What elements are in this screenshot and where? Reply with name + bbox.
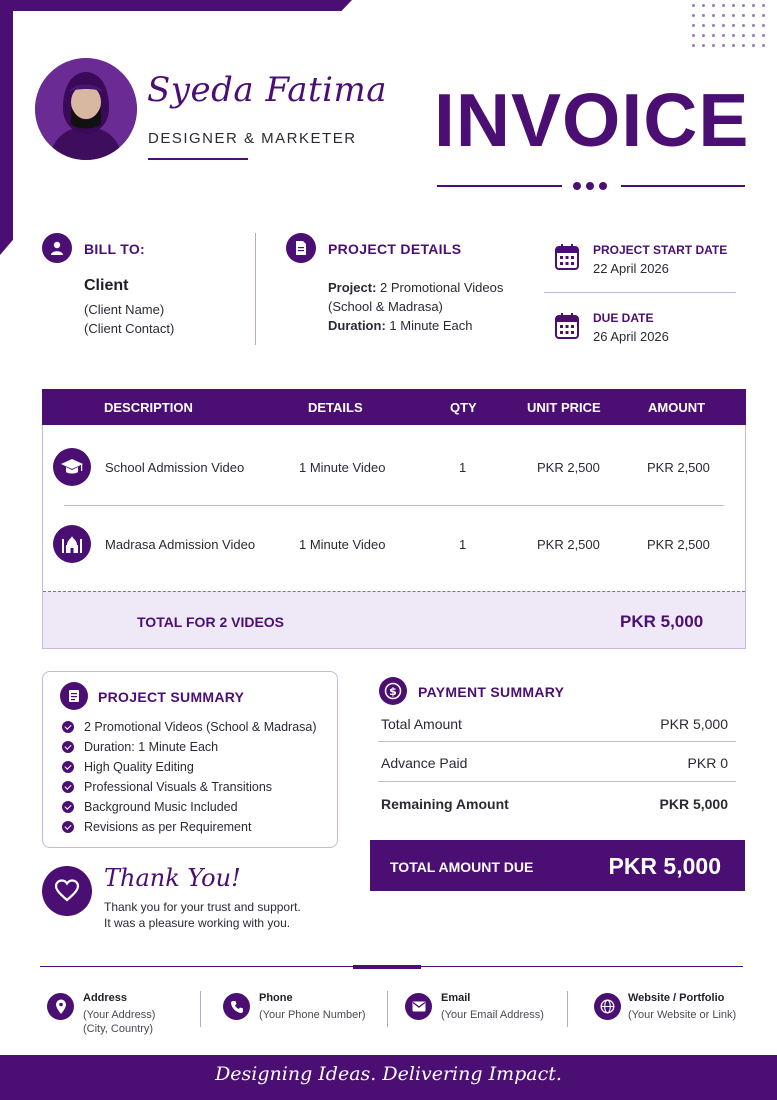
duration-value: 1 Minute Each (389, 318, 473, 333)
table-cell-amount: PKR 2,500 (647, 537, 710, 552)
footer-tagline: Designing Ideas. Delivering Impact. (215, 1063, 562, 1085)
thank-you-line-1: Thank you for your trust and support. (104, 900, 301, 914)
designer-role: DESIGNER & MARKETER (148, 130, 357, 147)
location-pin-icon (47, 993, 74, 1020)
phone-icon (223, 993, 250, 1020)
graduation-cap-icon (53, 448, 91, 486)
summary-item (62, 800, 238, 814)
dollar-coin-icon (379, 677, 407, 705)
advance-paid-label: Advance Paid (381, 755, 468, 771)
svg-text:$: $ (389, 685, 397, 698)
summary-item-text: Background Music Included (84, 800, 238, 814)
role-underline (148, 158, 248, 160)
table-header (42, 389, 746, 425)
mosque-icon (53, 525, 91, 563)
table-total-value: PKR 5,000 (620, 612, 704, 631)
website-value: (Your Website or Link) (628, 1009, 737, 1021)
client-name: (Client Name) (84, 302, 165, 317)
bill-to-heading: BILL TO: (84, 241, 145, 257)
summary-item-text: Duration: 1 Minute Each (84, 740, 219, 754)
row-divider (64, 505, 724, 506)
title-divider-dot (586, 182, 594, 190)
client-contact: (Client Contact) (84, 321, 175, 336)
title-divider-dot (599, 182, 607, 190)
user-icon (42, 233, 72, 263)
table-cell-description: School Admission Video (105, 460, 245, 475)
summary-item (62, 820, 251, 834)
email-label: Email (441, 992, 471, 1004)
total-amount-label: Total Amount (381, 716, 462, 732)
title-divider-dot (573, 182, 581, 190)
table-cell-unit-price: PKR 2,500 (537, 460, 600, 475)
address-line-1: (Your Address) (83, 1009, 156, 1021)
phone-label: Phone (259, 992, 293, 1004)
check-icon (62, 801, 74, 813)
summary-item-text: Professional Visuals & Transitions (84, 780, 273, 794)
summary-item-text: High Quality Editing (84, 760, 194, 774)
project-summary-heading: PROJECT SUMMARY (98, 689, 245, 705)
duration-line (328, 316, 473, 336)
corner-frame-top (0, 0, 352, 11)
title-divider-left (437, 185, 562, 187)
table-total-label: TOTAL FOR 2 VIDEOS (137, 614, 285, 630)
payment-divider (378, 781, 736, 782)
summary-item (62, 740, 218, 754)
designer-name: Syeda Fatima (147, 70, 388, 110)
advance-paid-value: PKR 0 (687, 755, 728, 771)
table-cell-description: Madrasa Admission Video (105, 537, 256, 552)
due-date-value: 26 April 2026 (593, 329, 669, 344)
address-label: Address (83, 992, 128, 1004)
check-icon (62, 781, 74, 793)
summary-item-text: 2 Promotional Videos (School & Madrasa) (84, 720, 317, 734)
title-divider-right (621, 185, 745, 187)
check-icon (62, 821, 74, 833)
summary-item (62, 720, 317, 734)
remaining-amount-value: PKR 5,000 (659, 796, 728, 812)
total-due-value: PKR 5,000 (608, 853, 721, 879)
invoice-title: INVOICE (434, 78, 750, 162)
email-value: (Your Email Address) (441, 1009, 544, 1021)
payment-divider (378, 741, 736, 742)
thank-you-title: Thank You! (104, 864, 241, 892)
remaining-amount-label: Remaining Amount (381, 796, 509, 812)
column-header-details: DETAILS (308, 400, 363, 415)
section-divider (255, 233, 256, 345)
due-date-label: DUE DATE (593, 311, 654, 325)
footer-divider-vertical (567, 991, 568, 1027)
project-details-heading: PROJECT DETAILS (328, 241, 462, 257)
footer-divider-accent (353, 965, 421, 969)
summary-item (62, 780, 272, 794)
project-value-2: (School & Madrasa) (328, 299, 443, 314)
avatar (35, 58, 137, 160)
dates-divider (544, 292, 736, 293)
total-due-label: TOTAL AMOUNT DUE (390, 859, 534, 875)
column-header-description: DESCRIPTION (104, 400, 193, 415)
check-icon (62, 741, 74, 753)
phone-value: (Your Phone Number) (259, 1009, 366, 1021)
table-cell-details: 1 Minute Video (299, 537, 386, 552)
document-list-icon (60, 682, 88, 710)
table-cell-details: 1 Minute Video (299, 460, 386, 475)
table-cell-qty: 1 (459, 460, 467, 475)
calendar-icon (554, 243, 580, 276)
table-cell-amount: PKR 2,500 (647, 460, 710, 475)
globe-icon (594, 993, 621, 1020)
client-label: Client (84, 277, 129, 294)
summary-item (62, 760, 194, 774)
address-line-2: (City, Country) (83, 1023, 154, 1035)
document-icon (286, 233, 316, 263)
column-header-amount: AMOUNT (648, 400, 706, 415)
calendar-icon (554, 312, 580, 345)
column-header-qty: QTY (450, 400, 477, 415)
envelope-icon (405, 993, 432, 1020)
table-cell-qty: 1 (459, 537, 467, 552)
check-icon (62, 761, 74, 773)
corner-frame-left (0, 0, 13, 255)
total-amount-value: PKR 5,000 (660, 716, 728, 732)
website-label: Website / Portfolio (628, 992, 725, 1004)
footer-divider-vertical (200, 991, 201, 1027)
project-value: 2 Promotional Videos (380, 280, 504, 295)
project-line (328, 278, 503, 298)
check-icon (62, 721, 74, 733)
start-date-label: PROJECT START DATE (593, 243, 728, 257)
table-cell-unit-price: PKR 2,500 (537, 537, 600, 552)
column-header-unit-price: UNIT PRICE (527, 400, 601, 415)
payment-summary-heading: PAYMENT SUMMARY (418, 684, 565, 700)
footer-divider-vertical (387, 991, 388, 1027)
decorative-dots-top-right (692, 4, 765, 47)
heart-icon (42, 866, 92, 916)
duration-label: Duration: (328, 318, 386, 333)
start-date-value: 22 April 2026 (593, 261, 669, 276)
thank-you-line-2: It was a pleasure working with you. (104, 916, 291, 930)
project-label: Project: (328, 280, 377, 295)
summary-item-text: Revisions as per Requirement (84, 820, 252, 834)
